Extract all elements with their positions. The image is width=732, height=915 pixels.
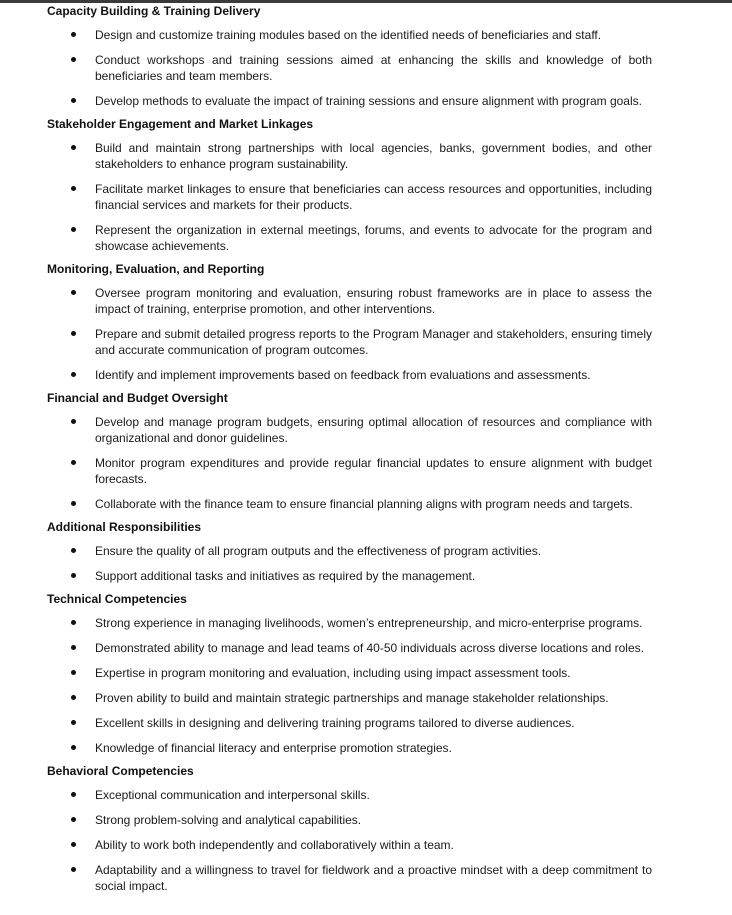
list-item-text: Develop and manage program budgets, ensuring optimal allocation of resources and compliance with organizational and donor guidelines. [95,415,652,445]
list-item [47,837,652,853]
list-item-text: Design and customize training modules based on the identified needs of beneficiaries and staff. [95,28,602,42]
bullet-icon [71,32,76,37]
bullet-icon [71,290,76,295]
list-item-text: Strong experience in managing livelihoods, women’s entrepreneurship, and micro-enterprise programs. [95,616,643,630]
section-heading: Financial and Budget Oversight [47,391,228,405]
list-item [47,787,652,803]
bullet-icon [71,695,76,700]
bullet-icon [71,145,76,150]
list-item [47,715,652,731]
list-item-text: Identify and implement improvements based on feedback from evaluations and assessments. [95,368,591,382]
list-item-text: Ensure the quality of all program outputs and the effectiveness of program activities. [95,544,542,558]
list-item [47,812,652,828]
list-item-text: Build and maintain strong partnerships with local agencies, banks, government bodies, and other stakeholders to enhance program sustainability. [95,141,652,171]
bullet-list [47,787,652,894]
bullet-icon [71,460,76,465]
list-item [47,27,652,43]
bullet-icon [71,573,76,578]
bullet-icon [71,372,76,377]
bullet-icon [71,645,76,650]
bullet-icon [71,331,76,336]
list-item-text: Proven ability to build and maintain strategic partnerships and manage stakeholder relationships. [95,691,609,705]
bullet-list [47,140,652,254]
bullet-icon [71,186,76,191]
list-item [47,690,652,706]
list-item-text: Conduct workshops and training sessions aimed at enhancing the skills and knowledge of both beneficiaries and team members. [95,53,652,83]
bullet-icon [71,419,76,424]
bullet-list [47,414,652,512]
bullet-list [47,615,652,756]
list-item-text: Adaptability and a willingness to travel for fieldwork and a proactive mindset with a deep commitment to social impact. [95,863,652,893]
list-item [47,140,652,172]
list-item-text: Ability to work both independently and collaboratively within a team. [95,838,454,852]
bullet-icon [71,842,76,847]
list-item [47,222,652,254]
bullet-icon [71,227,76,232]
section-heading: Stakeholder Engagement and Market Linkages [47,117,314,131]
list-item [47,414,652,446]
bullet-list [47,27,652,109]
list-item-text: Expertise in program monitoring and evaluation, including using impact assessment tools. [95,666,571,680]
section-heading: Capacity Building & Training Delivery [47,4,261,18]
list-item [47,568,652,584]
list-item-text: Monitor program expenditures and provide regular financial updates to ensure alignment with budget forecasts. [95,456,652,486]
list-item-text: Excellent skills in designing and delivering training programs tailored to diverse audiences. [95,716,575,730]
document-body [47,3,652,901]
list-item [47,640,652,656]
list-item [47,615,652,631]
bullet-icon [71,98,76,103]
list-item-text: Prepare and submit detailed progress reports to the Program Manager and stakeholders, ensuring timely and accurate communication of program outcomes. [95,327,652,357]
list-item [47,181,652,213]
list-item [47,367,652,383]
list-item [47,455,652,487]
list-item [47,665,652,681]
list-item-text: Develop methods to evaluate the impact of training sessions and ensure alignment with program goals. [95,94,642,108]
list-item [47,326,652,358]
bullet-icon [71,867,76,872]
list-item-text: Knowledge of financial literacy and enterprise promotion strategies. [95,741,452,755]
bullet-icon [71,720,76,725]
list-item [47,93,652,109]
list-item [47,543,652,559]
section-heading: Additional Responsibilities [47,520,202,534]
bullet-list [47,285,652,383]
list-item-text: Demonstrated ability to manage and lead teams of 40-50 individuals across diverse locations and roles. [95,641,644,655]
section-heading: Monitoring, Evaluation, and Reporting [47,262,265,276]
bullet-list [47,543,652,584]
bullet-icon [71,548,76,553]
section-heading: Behavioral Competencies [47,764,194,778]
list-item [47,862,652,894]
bullet-icon [71,792,76,797]
bullet-icon [71,57,76,62]
bullet-icon [71,817,76,822]
list-item [47,740,652,756]
list-item-text: Collaborate with the finance team to ensure financial planning aligns with program needs and targets. [95,497,633,511]
bullet-icon [71,501,76,506]
list-item-text: Support additional tasks and initiatives as required by the management. [95,569,476,583]
section-heading: Technical Competencies [47,592,187,606]
list-item [47,52,652,84]
list-item-text: Oversee program monitoring and evaluation, ensuring robust frameworks are in place to assess the impact of training, enterprise promotion, and other interventions. [95,286,652,316]
list-item-text: Exceptional communication and interpersonal skills. [95,788,370,802]
bullet-icon [71,620,76,625]
list-item-text: Facilitate market linkages to ensure that beneficiaries can access resources and opportunities, including financial services and markets for their products. [95,182,652,212]
list-item [47,285,652,317]
bullet-icon [71,745,76,750]
bullet-icon [71,670,76,675]
list-item [47,496,652,512]
list-item-text: Represent the organization in external meetings, forums, and events to advocate for the program and showcase achievements. [95,223,652,253]
list-item-text: Strong problem-solving and analytical capabilities. [95,813,362,827]
